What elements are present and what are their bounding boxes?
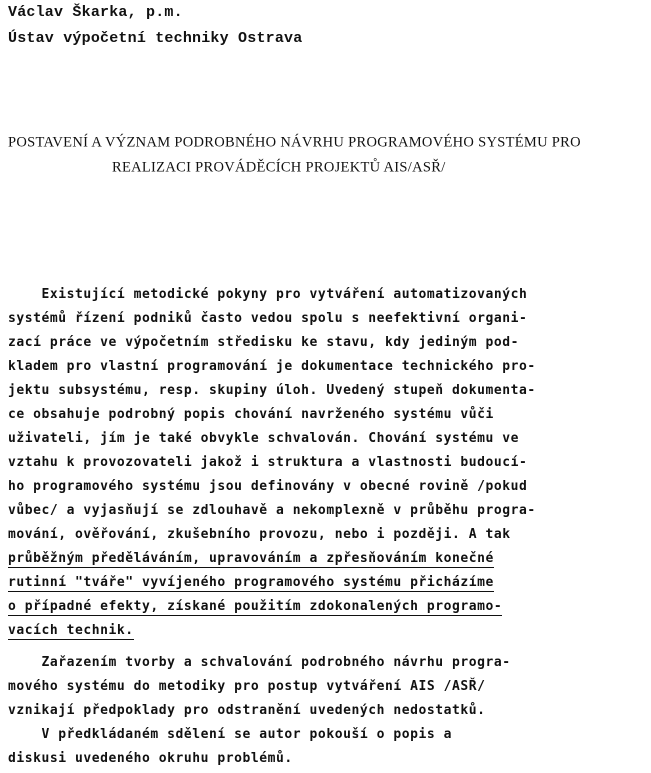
underlined-line <box>8 551 494 566</box>
underlined-text: vacích technik. <box>8 623 134 638</box>
body-line: mového systému do metodiky pro postup vytváření AIS /ASŘ/ <box>8 679 486 694</box>
body-line: vztahu k provozovateli jakož i struktura a vlastnosti budoucí- <box>8 455 528 470</box>
body-line: uživateli, jím je také obvykle schvalován. Chování systému ve <box>8 431 519 446</box>
body-line: diskusi uvedeného okruhu problémů. <box>8 751 293 766</box>
body-line: Zařazením tvorby a schvalování podrobného návrhu progra- <box>8 655 511 670</box>
body-line: kladem pro vlastní programování je dokumentace technického pro- <box>8 359 536 374</box>
underlined-line <box>8 623 134 638</box>
underlined-line <box>8 599 502 614</box>
body-line: Existující metodické pokyny pro vytváření automatizovaných <box>8 287 528 302</box>
body-line: zací práce ve výpočetním středisku ke stavu, kdy jediným pod- <box>8 335 519 350</box>
underlined-text: rutinní "tváře" vyvíjeného programového systému přicházíme <box>8 575 494 590</box>
underlined-line <box>8 575 494 590</box>
document-title-line-2: REALIZACI PROVÁDĚCÍCH PROJEKTŮ AIS/ASŘ/ <box>112 159 446 176</box>
body-line: jektu subsystému, resp. skupiny úloh. Uvedený stupeň dokumenta- <box>8 383 536 398</box>
body-line: ce obsahuje podrobný popis chování navrženého systému vůči <box>8 407 494 422</box>
underlined-text: o případné efekty, získané použitím zdokonalených programo- <box>8 599 503 614</box>
author-institution: Ústav výpočetní techniky Ostrava <box>8 30 303 47</box>
body-line: ho programového systému jsou definovány v obecné rovině /pokud <box>8 479 528 494</box>
body-line: systémů řízení podniků často vedou spolu s neefektivní organi- <box>8 311 528 326</box>
body-line: V předkládaném sdělení se autor pokouší o popis a <box>8 727 452 742</box>
body-line: vůbec/ a vyjasňují se zdlouhavě a nekomplexně v průběhu progra- <box>8 503 536 518</box>
underlined-text: průběžným předěláváním, upravováním a zpřesňováním konečné <box>8 551 494 566</box>
document-title-line-1: POSTAVENÍ A VÝZNAM PODROBNÉHO NÁVRHU PROGRAMOVÉHO SYSTÉMU PRO <box>8 134 581 151</box>
body-line: vznikají předpoklady pro odstranění uvedených nedostatků. <box>8 703 486 718</box>
author-name: Václav Škarka, p.m. <box>8 4 183 21</box>
body-line: mování, ověřování, zkušebního provozu, nebo i později. A tak <box>8 527 511 542</box>
